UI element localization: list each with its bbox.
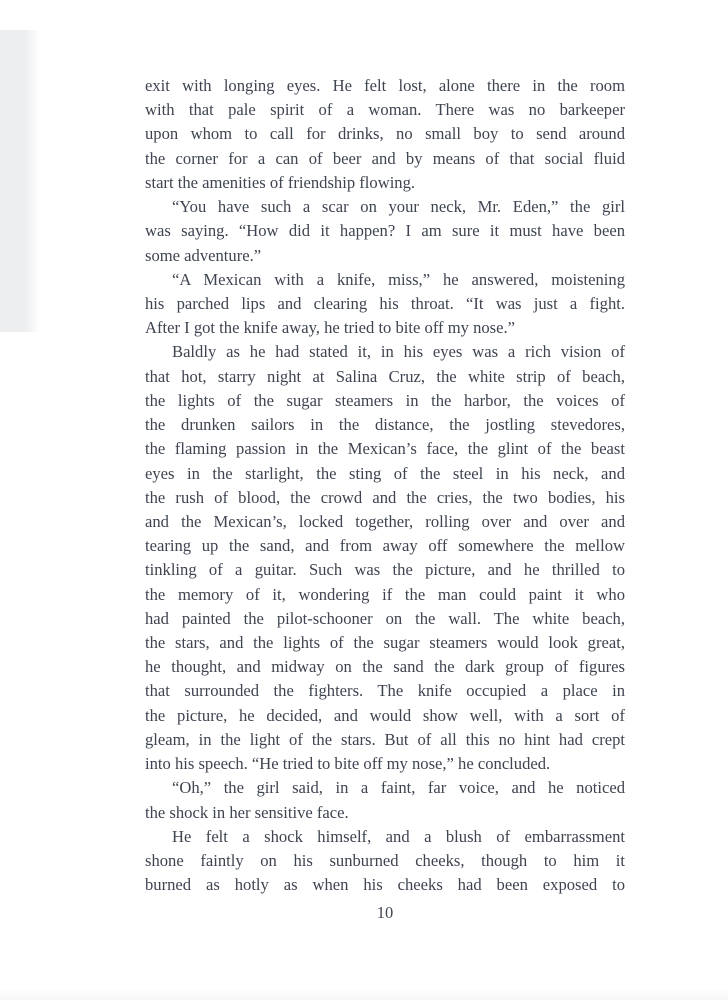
- text-line: upon whom to call for drinks, no small boy to send around: [145, 124, 625, 144]
- text-line: he thought, and midway on the sand the dark group of figures: [145, 657, 625, 677]
- text-line: had painted the pilot-schooner on the wall. The white beach,: [145, 608, 625, 628]
- text-line: gleam, in the light of the stars. But of all this no hint had crept: [145, 729, 625, 749]
- text-line: exit with longing eyes. He felt lost, alone there in the room: [145, 76, 625, 95]
- text-line: burned as hotly as when his cheeks had been exposed to: [145, 875, 625, 895]
- text-line: After I got the knife away, he tried to bite off my nose.”: [145, 318, 516, 338]
- text-line: He felt a shock himself, and a blush of embarrassment: [172, 826, 625, 846]
- text-line: that surrounded the fighters. The knife occupied a place in: [145, 681, 625, 701]
- text-line: some adventure.”: [145, 245, 262, 265]
- text-line: tinkling of a guitar. Such was the picture, and he thrilled to: [145, 560, 625, 580]
- text-line: Baldly as he had stated it, in his eyes was a rich vision of: [172, 342, 625, 362]
- text-line: start the amenities of friendship flowing.: [145, 172, 416, 192]
- text-line: the flaming passion in the Mexican’s face, the glint of the beast: [145, 439, 625, 459]
- text-line: the rush of blood, the crowd and the cries, the two bodies, his: [145, 487, 625, 507]
- text-line: the drunken sailors in the distance, the jostling stevedores,: [145, 415, 625, 435]
- text-line: the corner for a can of beer and by means of that social fluid: [145, 148, 625, 168]
- text-line: that hot, starry night at Salina Cruz, the white strip of beach,: [145, 366, 625, 386]
- text-line: “A Mexican with a knife, miss,” he answered, moistening: [172, 269, 625, 289]
- text-line: “Oh,” the girl said, in a faint, far voice, and he noticed: [172, 778, 625, 798]
- text-line: “You have such a scar on your neck, Mr. Eden,” the girl: [172, 197, 625, 217]
- scan-shadow-bottom: [0, 988, 728, 1000]
- text-block: [145, 74, 625, 897]
- scan-shadow-left: [0, 30, 40, 332]
- text-line: with that pale spirit of a woman. There was no barkeeper: [145, 100, 625, 120]
- text-line: his parched lips and clearing his throat. “It was just a fight.: [145, 293, 625, 313]
- text-line: tearing up the sand, and from away off somewhere the mellow: [145, 536, 625, 556]
- text-line: and the Mexican’s, locked together, rolling over and over and: [145, 511, 625, 531]
- text-line: the picture, he decided, and would show well, with a sort of: [145, 705, 625, 725]
- text-line: was saying. “How did it happen? I am sure it must have been: [145, 221, 625, 241]
- text-line: shone faintly on his sunburned cheeks, though to him it: [145, 851, 625, 870]
- text-line: the stars, and the lights of the sugar steamers would look great,: [145, 633, 625, 653]
- text-line: the memory of it, wondering if the man could paint it who: [145, 584, 625, 604]
- text-line: into his speech. “He tried to bite off my nose,” he concluded.: [145, 754, 551, 774]
- text-line: the shock in her sensitive face.: [145, 802, 349, 822]
- page-number: 10: [376, 903, 394, 922]
- text-line: the lights of the sugar steamers in the harbor, the voices of: [145, 390, 625, 410]
- text-line: eyes in the starlight, the sting of the steel in his neck, and: [145, 463, 625, 483]
